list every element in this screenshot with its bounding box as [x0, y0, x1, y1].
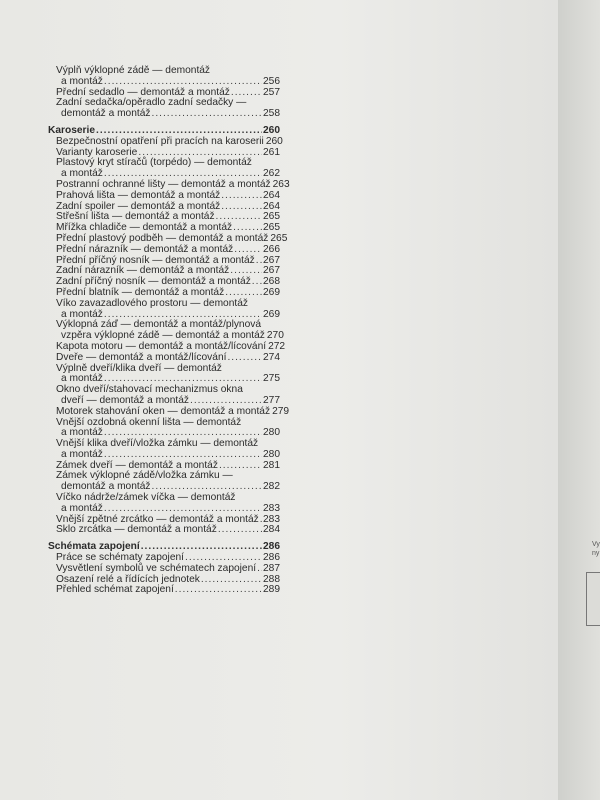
page-number: 275	[263, 373, 280, 385]
page-number: 258	[263, 108, 280, 120]
entry-text: Zadní sedačka/opěradlo zadní sedačky —	[56, 97, 247, 109]
entry-text: a montáž	[61, 427, 103, 439]
page-number: 283	[263, 502, 280, 514]
page-number: 279	[272, 405, 290, 417]
toc-entry	[56, 385, 280, 407]
section-entries	[48, 66, 280, 120]
entry-text: Motorek stahování oken — demontáž a montáž	[56, 405, 271, 417]
page-number: 280	[263, 427, 280, 439]
page-number: 269	[263, 308, 280, 320]
entry-text: a montáž	[61, 75, 103, 87]
entry-text: Přední plastový podběh — demontáž a montáž	[56, 232, 269, 244]
leader-dots	[234, 245, 262, 256]
entry-text: demontáž a montáž	[61, 108, 151, 120]
toc-entry-line	[56, 353, 280, 364]
page-number: 277	[263, 394, 280, 406]
section-entries	[48, 135, 290, 536]
entry-text: Bezpečnostní opatření při pracích na karoserii	[56, 135, 264, 147]
page-number: 262	[263, 168, 280, 180]
toc-entry	[56, 525, 280, 536]
toc-entry	[56, 493, 280, 515]
toc-entry-line	[56, 77, 280, 88]
entry-text: Výklopná záď — demontáž a montáž/plynová	[56, 319, 262, 331]
entry-text: Víčko nádrže/zámek víčka — demontáž	[56, 492, 236, 504]
page-number: 264	[263, 189, 280, 201]
entry-text: Vnější ozdobná okenní lišta — demontáž	[56, 416, 242, 428]
entry-text: Zadní spoiler — demontáž a montáž	[56, 200, 221, 212]
toc-entry-line	[56, 299, 280, 310]
entry-text: Zadní nárazník — demontáž a montáž	[56, 265, 230, 277]
entry-text: Schémata zapojení	[48, 541, 140, 553]
entry-text: Dveře — demontáž a montáž/lícování	[56, 351, 227, 363]
entry-text: Přední blatník — demontáž a montáž	[56, 286, 225, 298]
toc-entry	[56, 319, 284, 342]
entry-text: Osazení relé a řídících jednotek	[56, 573, 200, 585]
leader-dots	[257, 564, 262, 575]
toc-entry-line	[56, 585, 280, 596]
page-number: 281	[263, 459, 280, 471]
entry-text: vzpěra výklopné zádě — demontáž a montáž	[61, 330, 265, 342]
leader-dots	[252, 277, 262, 288]
page-number: 274	[263, 351, 280, 363]
entry-text: Zámek výklopné zádě/vložka zámku —	[56, 470, 233, 482]
entry-text: demontáž a montáž	[61, 481, 151, 493]
page-number: 256	[263, 75, 280, 87]
toc-entry	[56, 158, 280, 180]
toc-entry	[56, 418, 280, 440]
page-number: 286	[263, 552, 280, 564]
entry-text: Vnější zpětné zrcátko — demontáž a montáž	[56, 513, 259, 525]
page-number: 265	[263, 211, 280, 223]
entry-text: a montáž	[61, 373, 103, 385]
page-number: 270	[266, 330, 284, 342]
leader-dots	[227, 353, 262, 364]
table-of-contents	[48, 65, 290, 596]
page-number: 260	[263, 124, 280, 136]
entry-text: Zadní příčný nosník — demontáž a montáž	[56, 276, 251, 288]
adjacent-page-text-fragment: ny	[592, 550, 600, 557]
toc-entry	[56, 191, 280, 202]
toc-entry	[56, 299, 280, 321]
page-number: 261	[263, 146, 280, 158]
entry-text: Práce se schématy zapojení	[56, 552, 184, 564]
page-number: 286	[263, 541, 280, 553]
adjacent-page-table-fragment	[586, 572, 600, 626]
entry-text: Prahová lišta — demontáž a montáž	[56, 189, 221, 201]
page-number: 289	[263, 584, 280, 596]
toc-entry-line	[56, 135, 283, 148]
leader-dots	[221, 191, 262, 202]
entry-text: Sklo zrcátka — demontáž a montáž	[56, 524, 217, 536]
entry-text: Plastový kryt stíračů (torpédo) — demontáž	[56, 157, 252, 169]
toc-entry	[56, 353, 280, 364]
entry-text: a montáž	[61, 502, 103, 514]
leader-dots	[151, 109, 262, 120]
entry-text: dveří — demontáž a montáž	[61, 394, 189, 406]
adjacent-page-edge	[558, 0, 600, 800]
toc-entry	[56, 135, 283, 148]
entry-text: Okno dveří/stahovací mechanizmus okna	[56, 384, 243, 396]
entry-text: Varianty karoserie	[56, 146, 138, 158]
page-number: 284	[263, 524, 280, 536]
entry-text: Mřížka chladiče — demontáž a montáž	[56, 222, 233, 234]
entry-text: Vnější klika dveří/vložka zámku — demontáž	[56, 438, 259, 450]
page-number: 287	[263, 562, 280, 574]
toc-entry-line	[56, 191, 280, 202]
toc-entry	[56, 245, 280, 256]
entry-text: a montáž	[61, 308, 103, 320]
leader-dots	[104, 77, 262, 88]
entry-text: Přední příčný nosník — demontáž a montáž	[56, 254, 255, 266]
entry-text: Výplně dveří/klika dveří — demontáž	[56, 362, 222, 374]
toc-entry	[56, 585, 280, 596]
page-number: 263	[272, 178, 290, 190]
page-number: 267	[263, 265, 280, 277]
page-number: 268	[263, 276, 280, 288]
entry-text: Střešní lišta — demontáž a montáž	[56, 211, 215, 223]
entry-text: Přehled schémat zapojení	[56, 584, 174, 596]
toc-entry	[56, 364, 280, 386]
entry-text: Karoserie	[48, 124, 96, 136]
toc-entry	[56, 66, 280, 88]
leader-dots	[221, 202, 262, 213]
entry-text: a montáž	[61, 448, 103, 460]
toc-entry-line	[56, 405, 290, 418]
section-entries	[48, 553, 280, 596]
leader-dots	[260, 515, 262, 526]
page-number: 260	[265, 135, 283, 147]
page-number: 280	[263, 448, 280, 460]
toc-entry	[56, 471, 280, 493]
entry-text: Přední nárazník — demontáž a montáž	[56, 243, 234, 255]
leader-dots	[175, 585, 262, 596]
page-number: 257	[263, 86, 280, 98]
page-number: 272	[268, 340, 286, 352]
page-number: 265	[263, 222, 280, 234]
toc-entry-line	[56, 525, 280, 536]
page-number: 283	[263, 513, 280, 525]
toc-entry	[56, 98, 280, 120]
leader-dots	[256, 256, 262, 267]
page-number: 264	[263, 200, 280, 212]
toc-entry	[56, 405, 290, 418]
entry-text: a montáž	[61, 168, 103, 180]
entry-text: Zámek dveří — demontáž a montáž	[56, 459, 218, 471]
entry-text: Přední sedadlo — demontáž a montáž	[56, 86, 230, 98]
entry-text: Výplň výklopné zádě — demontáž	[56, 65, 211, 76]
page-number: 266	[263, 243, 280, 255]
leader-dots	[201, 575, 262, 586]
toc-entry	[56, 439, 280, 461]
toc-entry-line	[56, 109, 280, 120]
entry-text: Víko zavazadlového prostoru — demontáž	[56, 297, 248, 309]
page-number: 269	[263, 286, 280, 298]
page-number: 267	[263, 254, 280, 266]
entry-text: Kapota motoru — demontáž a montáž/lícování	[56, 340, 267, 352]
page-number: 288	[263, 573, 280, 585]
page-number: 265	[270, 232, 288, 244]
toc-entry-line	[56, 245, 280, 256]
leader-dots	[218, 525, 262, 536]
page-number: 282	[263, 481, 280, 493]
entry-text: Postranní ochranné lišty — demontáž a montáž	[56, 178, 271, 190]
adjacent-page-text-fragment: Vy	[592, 541, 600, 548]
entry-text: Vysvětlení symbolů ve schématech zapojení	[56, 562, 257, 574]
